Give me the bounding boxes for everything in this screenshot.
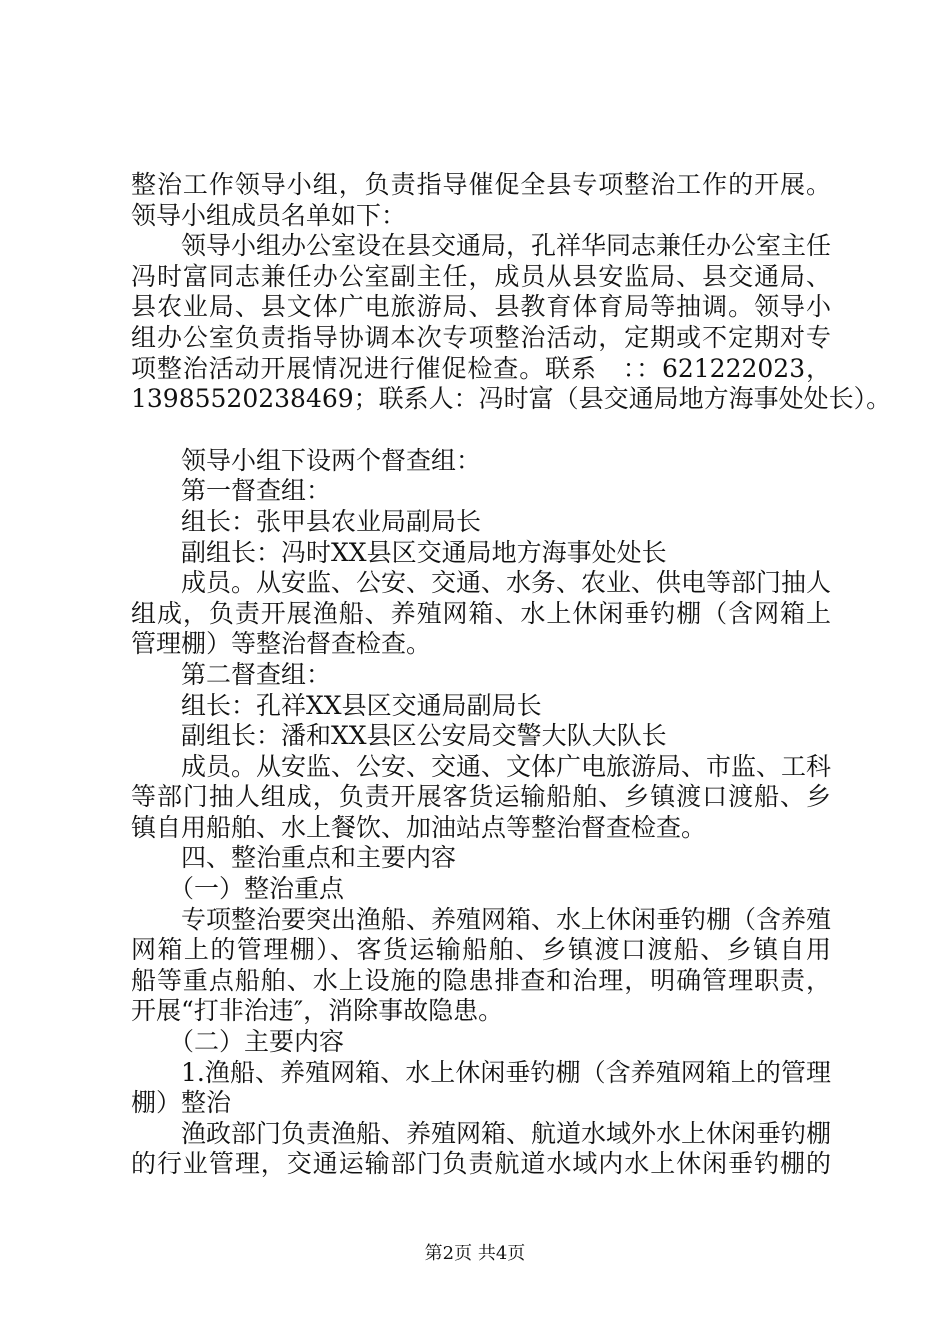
text-line: 组长：张甲县农业局副局长 bbox=[181, 506, 482, 536]
text-line: 领导小组成员名单如下： bbox=[131, 200, 407, 230]
subsection-heading: （二）主要内容 bbox=[169, 1027, 345, 1057]
text-line: 组成，负责开展渔船、养殖网箱、水上休闲垂钓棚（含网箱上 bbox=[131, 598, 831, 628]
text-line: 冯时富同志兼任办公室副主任，成员从县安监局、县交通局、 bbox=[131, 261, 831, 291]
text-line: 的行业管理，交通运输部门负责航道水域内水上休闲垂钓棚的 bbox=[131, 1149, 831, 1179]
section-heading: 四、整治重点和主要内容 bbox=[181, 843, 457, 873]
document-body bbox=[131, 170, 892, 1180]
page-number: 第2页 共4页 bbox=[424, 1243, 526, 1264]
text-line: 成员。从安监、公安、交通、文体广电旅游局、市监、工科 bbox=[181, 751, 832, 781]
text-line: 第一督查组： bbox=[181, 476, 332, 506]
paragraph-gap bbox=[131, 415, 831, 446]
text-line: 镇自用船舶、水上餐饮、加油站点等整治督查检查。 bbox=[131, 812, 707, 842]
text-line: 整治工作领导小组，负责指导催促全县专项整治工作的开展。 bbox=[131, 170, 831, 199]
text-line: 船等重点船舶、水上设施的隐患排查和治理，明确管理职责， bbox=[131, 965, 831, 995]
text-line: 管理棚）等整治督查检查。 bbox=[131, 629, 432, 659]
text-line: 县农业局、县文体广电旅游局、县教育体育局等抽调。领导小 bbox=[131, 292, 831, 322]
text-line: 副组长：潘和XX县区公安局交警大队大队长 bbox=[181, 721, 667, 751]
subsection-heading: （一）整治重点 bbox=[169, 874, 345, 904]
text-line: 专项整治要突出渔船、养殖网箱、水上休闲垂钓棚（含养殖 bbox=[181, 904, 832, 934]
text-line: 第二督查组： bbox=[181, 659, 332, 689]
text-line: 开展“打非治违″，消除事故隐患。 bbox=[131, 996, 504, 1026]
text-line: 领导小组下设两个督查组： bbox=[181, 445, 482, 475]
text-line: 副组长：冯时XX县区交通局地方海事处处长 bbox=[181, 537, 667, 567]
text-line: 领导小组办公室设在县交通局，孔祥华同志兼任办公室主任 bbox=[181, 231, 832, 261]
text-line: 等部门抽人组成，负责开展客货运输船舶、乡镇渡口渡船、乡 bbox=[131, 782, 831, 812]
text-line: 棚）整治 bbox=[131, 1088, 232, 1118]
text-line: 渔政部门负责渔船、养殖网箱、航道水域外水上休闲垂钓棚 bbox=[181, 1118, 832, 1148]
text-line: 13985520238469；联系人：冯时富（县交通局地方海事处处长）。 bbox=[131, 384, 892, 414]
text-line: 网箱上的管理棚）、客货运输船舶、乡镇渡口渡船、乡镇自用 bbox=[131, 935, 831, 965]
text-line: 成员。从安监、公安、交通、水务、农业、供电等部门抽人 bbox=[181, 568, 832, 598]
text-line: 组办公室负责指导协调本次专项整治活动，定期或不定期对专 bbox=[131, 322, 831, 352]
text-line: 组长：孔祥XX县区交通局副局长 bbox=[181, 690, 542, 720]
text-line: 项整治活动开展情况进行催促检查。联系 ：：621222023， bbox=[131, 353, 831, 383]
text-line: 1.渔船、养殖网箱、水上休闲垂钓棚（含养殖网箱上的管理 bbox=[181, 1057, 831, 1087]
